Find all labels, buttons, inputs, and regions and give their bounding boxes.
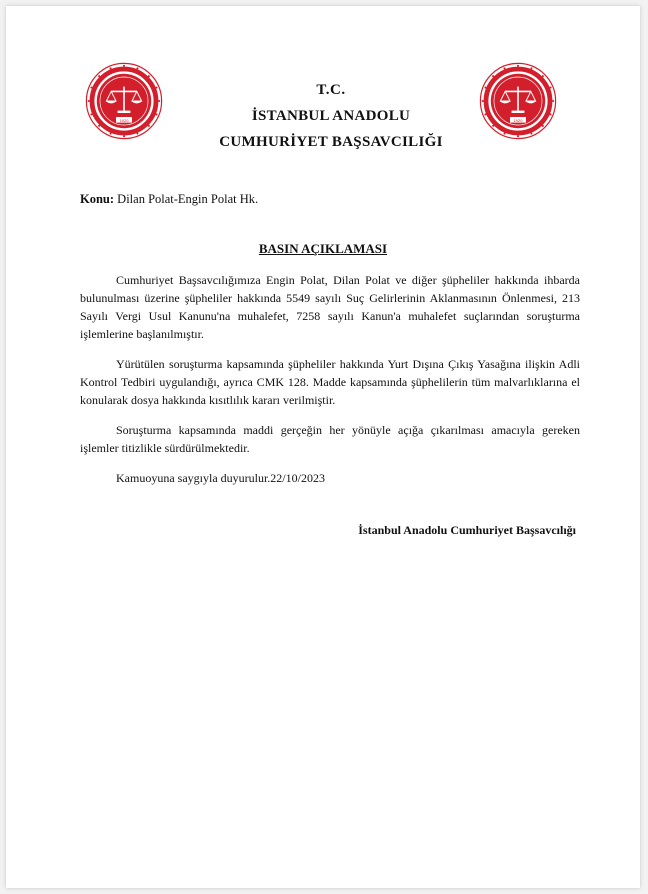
paragraph: Yürütülen soruşturma kapsamında şüpheliler hakkında Yurt Dışına Çıkış Yasağına ilişkin Adli Kontrol Tedbiri uygulandığı, ayrıca CMK 128. Madde kapsamında şüphelilerin tüm malvarlıklarına el konularak dosya hakkında kısıtlılık kararı verilmiştir. — [80, 357, 580, 407]
paragraph-closing: Kamuoyuna saygıyla duyurulur.22/10/2023 — [116, 471, 325, 485]
svg-text:1920: 1920 — [119, 117, 129, 123]
header-line-tc: T.C. — [316, 82, 346, 98]
paragraph: Cumhuriyet Başsavcılığımıza Engin Polat, Dilan Polat ve diğer şüpheliler hakkında ihbarda bulunulması üzerine şüpheliler hakkında 5549 sayılı Suç Gelirlerinin Aklanmasının Önlenmesi, 213 Sayılı Vergi Usul Kanunu'na muhalefet, 7258 sayılı Kanun'a muhalefet suçlarından soruşturma işlemlerine başlanılmıştır. — [80, 273, 580, 341]
header-line-office-name: CUMHURİYET BAŞSAVCILIĞI — [219, 134, 443, 150]
judiciary-seal-logo — [84, 61, 164, 141]
subject-line — [80, 192, 258, 207]
document-title: BASIN AÇIKLAMASI — [258, 241, 388, 256]
paragraph: Soruşturma kapsamında maddi gerçeğin her yönüyle açığa çıkarılması amacıyla gereken işlemler titizlikle sürdürülmektedir. — [80, 423, 580, 455]
document-page — [6, 6, 640, 888]
subject-label: Konu: — [80, 192, 115, 206]
header-line-office: İSTANBUL ANADOLU — [251, 108, 411, 124]
subject-value: Dilan Polat-Engin Polat Hk. — [117, 192, 259, 206]
svg-text:1920: 1920 — [513, 117, 523, 123]
judiciary-seal-logo — [478, 61, 558, 141]
signature-authority: İstanbul Anadolu Cumhuriyet Başsavcılığı — [358, 523, 576, 537]
